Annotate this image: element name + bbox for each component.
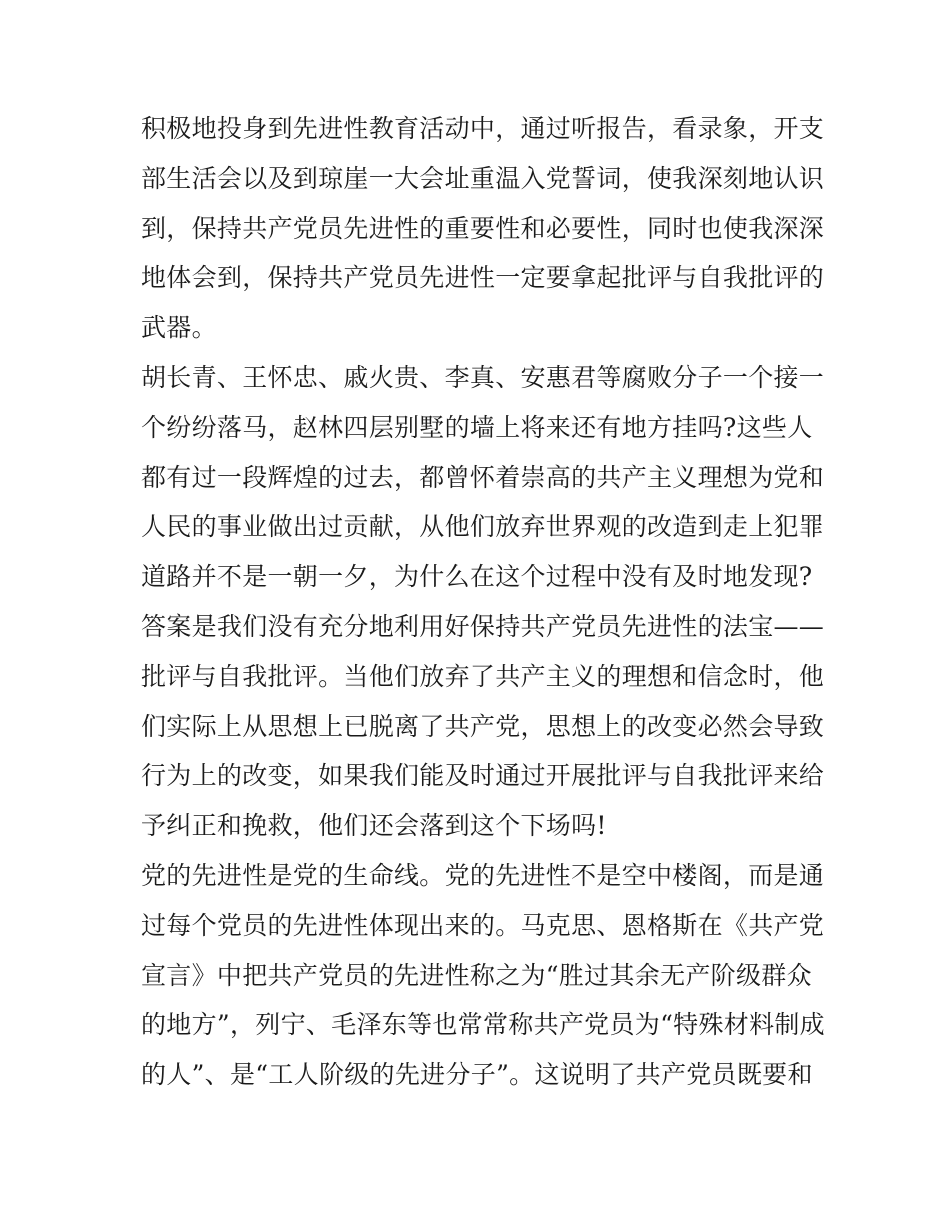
text-line: 批评与自我批评。当他们放弃了共产主义的理想和信念时，他 [141,661,825,691]
text-line: 积极地投身到先进性教育活动中，通过听报告，看录象，开支 [141,114,825,143]
text-line: 到，保持共产党员先进性的重要性和必要性，同时也使我深深 [141,213,825,243]
text-line: 地体会到，保持共产党员先进性一定要拿起批评与自我批评的 [141,263,825,293]
text-line: 予纠正和挽救，他们还会落到这个下场吗! [141,811,607,841]
text-line: 胡长青、王怀忠、戚火贵、李真、安惠君等腐败分子一个接一 [141,362,825,392]
text-line: 的人”、是“工人阶级的先进分子”。这说明了共产党员既要和 [141,1060,813,1090]
text-line: 们实际上从思想上已脱离了共产党，思想上的改变必然会导致 [141,711,825,741]
body-text [141,104,825,1100]
text-line: 个纷纷落马，赵林四层别墅的墙上将来还有地方挂吗?这些人 [141,412,813,442]
text-line: 的地方”，列宁、毛泽东等也常常称共产党员为“特殊材料制成 [141,1010,825,1040]
text-line: 人民的事业做出过贡献，从他们放弃世界观的改造到走上犯罪 [141,512,825,542]
text-line: 党的先进性是党的生命线。党的先进性不是空中楼阁，而是通 [141,860,825,890]
text-line: 部生活会以及到琼崖一大会址重温入党誓词，使我深刻地认识 [141,163,825,193]
text-line: 答案是我们没有充分地利用好保持共产党员先进性的法宝—— [141,611,825,641]
text-line: 道路并不是一朝一夕，为什么在这个过程中没有及时地发现? [141,562,813,592]
text-line: 行为上的改变，如果我们能及时通过开展批评与自我批评来给 [141,761,825,791]
text-line: 过每个党员的先进性体现出来的。马克思、恩格斯在《共产党 [141,910,825,940]
text-line: 宣言》中把共产党员的先进性称之为“胜过其余无产阶级群众 [141,960,812,990]
text-line: 武器。 [141,313,217,343]
text-line: 都有过一段辉煌的过去，都曾怀着崇高的共产主义理想为党和 [141,462,825,492]
